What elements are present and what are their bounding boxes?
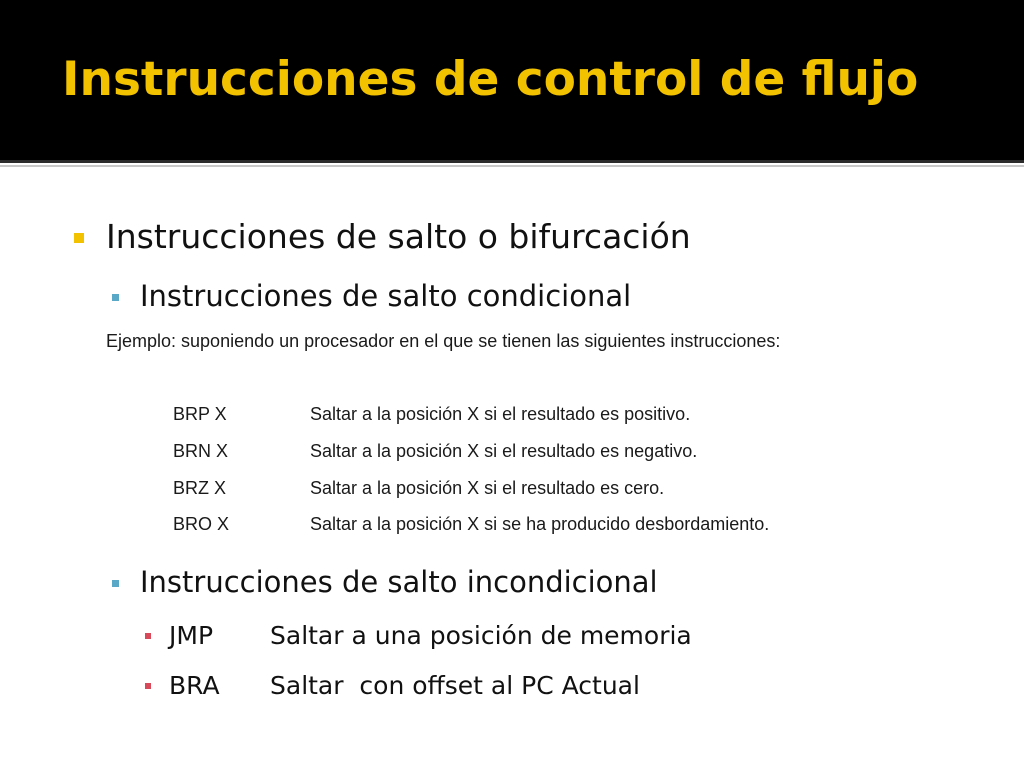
bullet-salto-condicional: Instrucciones de salto condicional <box>140 279 632 313</box>
instruction-description: Saltar a la posición X si el resultado es negativo. <box>310 441 698 461</box>
bra-description: Saltar con offset al PC Actual <box>270 671 640 700</box>
instruction-code: BRN X <box>173 441 229 461</box>
instruction-description: Saltar a la posición X si el resultado es cero. <box>310 478 665 498</box>
bullet-square-icon <box>74 233 84 243</box>
bullet-square-icon <box>112 580 119 587</box>
bullet-square-icon <box>112 294 119 301</box>
bullet-salto-bifurcacion: Instrucciones de salto o bifurcación <box>106 217 691 256</box>
title-bar <box>0 0 1024 160</box>
bullet-salto-incondicional: Instrucciones de salto incondicional <box>140 565 658 599</box>
slide-title: Instrucciones de control de flujo <box>62 52 919 107</box>
bra-code: BRA <box>169 671 220 700</box>
jmp-code: JMP <box>169 621 214 650</box>
example-intro: Ejemplo: suponiendo un procesador en el que se tienen las siguientes instrucciones: <box>106 331 781 351</box>
bullet-square-icon <box>145 633 151 639</box>
bullet-square-icon <box>145 683 151 689</box>
instruction-code: BRZ X <box>173 478 227 498</box>
instruction-description: Saltar a la posición X si se ha producido desbordamiento. <box>310 514 770 534</box>
title-divider <box>0 160 1024 163</box>
instruction-code: BRO X <box>173 514 230 534</box>
jmp-description: Saltar a una posición de memoria <box>270 621 692 650</box>
instruction-description: Saltar a la posición X si el resultado es positivo. <box>310 404 691 424</box>
title-divider-light <box>0 165 1024 167</box>
instruction-code: BRP X <box>173 404 227 424</box>
